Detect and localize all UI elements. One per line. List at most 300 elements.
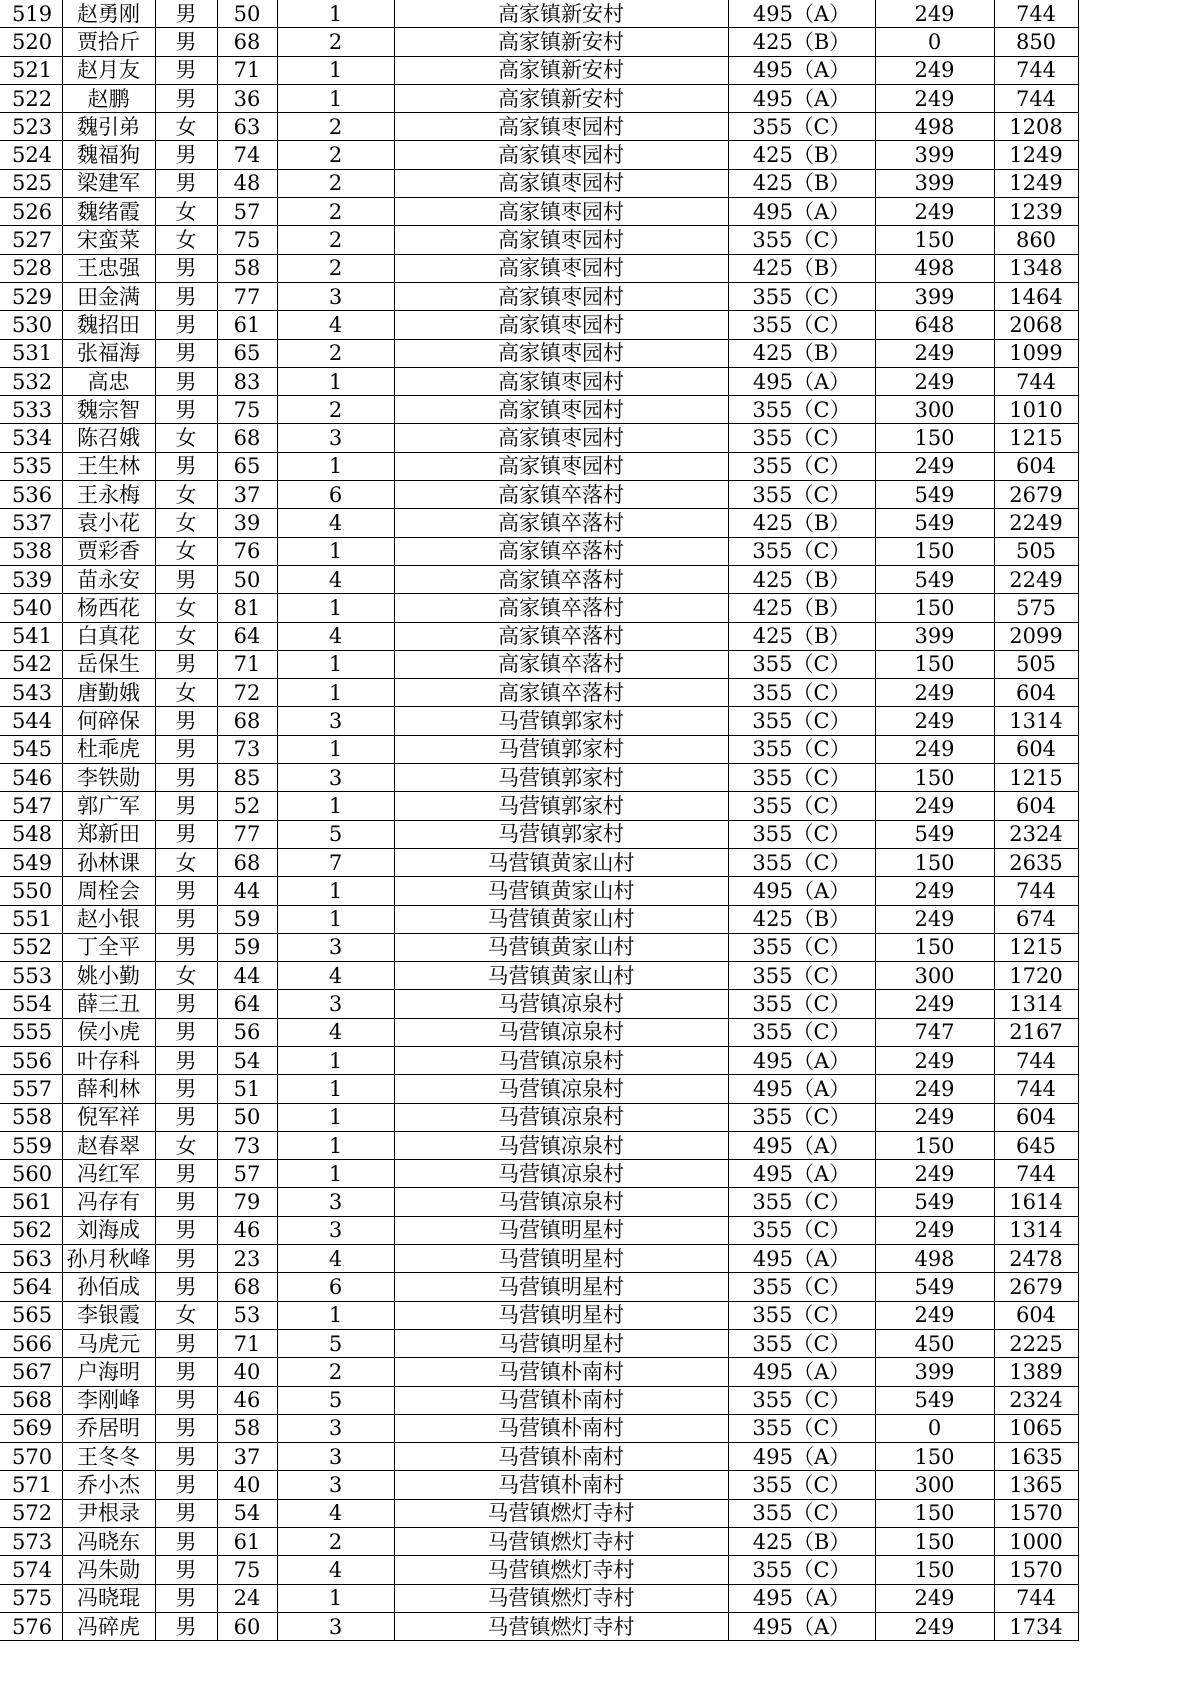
cell-household-size: 4 — [277, 311, 394, 339]
cell-subsidy-amount: 249 — [875, 1216, 994, 1244]
cell-total-amount: 1389 — [994, 1358, 1078, 1386]
cell-total-amount: 1099 — [994, 339, 1078, 367]
cell-village: 高家镇枣园村 — [394, 367, 728, 395]
cell-total-amount: 505 — [994, 537, 1078, 565]
cell-household-size: 4 — [277, 962, 394, 990]
cell-row-number: 563 — [0, 1245, 62, 1273]
cell-village: 高家镇枣园村 — [394, 141, 728, 169]
cell-subsidy-amount: 249 — [875, 1160, 994, 1188]
cell-standard-level: 425（B） — [728, 28, 875, 56]
cell-village: 高家镇枣园村 — [394, 339, 728, 367]
cell-subsidy-amount: 450 — [875, 1329, 994, 1357]
cell-standard-level: 495（A） — [728, 1612, 875, 1640]
cell-standard-level: 355（C） — [728, 537, 875, 565]
cell-standard-level: 495（A） — [728, 1131, 875, 1159]
cell-standard-level: 495（A） — [728, 1046, 875, 1074]
cell-village: 马营镇凉泉村 — [394, 1160, 728, 1188]
cell-subsidy-amount: 747 — [875, 1018, 994, 1046]
cell-row-number: 543 — [0, 679, 62, 707]
cell-age: 37 — [217, 481, 277, 509]
cell-age: 58 — [217, 254, 277, 282]
cell-name: 赵春翠 — [62, 1131, 155, 1159]
cell-name: 杜乖虎 — [62, 735, 155, 763]
cell-household-size: 1 — [277, 594, 394, 622]
cell-name: 袁小花 — [62, 509, 155, 537]
table-row — [0, 424, 1078, 452]
cell-row-number: 552 — [0, 933, 62, 961]
cell-subsidy-amount: 249 — [875, 84, 994, 112]
cell-standard-level: 355（C） — [728, 452, 875, 480]
cell-row-number: 526 — [0, 198, 62, 226]
cell-subsidy-amount: 150 — [875, 226, 994, 254]
table-row — [0, 622, 1078, 650]
table-row — [0, 396, 1078, 424]
cell-row-number: 541 — [0, 622, 62, 650]
cell-household-size: 1 — [277, 905, 394, 933]
cell-village: 马营镇燃灯寺村 — [394, 1556, 728, 1584]
table-row — [0, 990, 1078, 1018]
cell-row-number: 569 — [0, 1414, 62, 1442]
cell-subsidy-amount: 150 — [875, 424, 994, 452]
cell-age: 68 — [217, 424, 277, 452]
cell-household-size: 4 — [277, 622, 394, 650]
cell-total-amount: 1734 — [994, 1612, 1078, 1640]
cell-household-size: 1 — [277, 679, 394, 707]
cell-gender: 女 — [155, 1301, 217, 1329]
table-row — [0, 565, 1078, 593]
cell-total-amount: 505 — [994, 650, 1078, 678]
cell-name: 陈召娥 — [62, 424, 155, 452]
cell-village: 马营镇郭家村 — [394, 820, 728, 848]
cell-household-size: 2 — [277, 169, 394, 197]
cell-row-number: 559 — [0, 1131, 62, 1159]
cell-standard-level: 355（C） — [728, 1499, 875, 1527]
cell-total-amount: 604 — [994, 792, 1078, 820]
table-row — [0, 537, 1078, 565]
cell-subsidy-amount: 150 — [875, 1499, 994, 1527]
cell-village: 马营镇郭家村 — [394, 764, 728, 792]
cell-age: 40 — [217, 1471, 277, 1499]
cell-row-number: 565 — [0, 1301, 62, 1329]
cell-village: 高家镇新安村 — [394, 0, 728, 28]
cell-standard-level: 495（A） — [728, 56, 875, 84]
cell-village: 马营镇明星村 — [394, 1245, 728, 1273]
cell-age: 71 — [217, 650, 277, 678]
cell-age: 52 — [217, 792, 277, 820]
cell-subsidy-amount: 150 — [875, 764, 994, 792]
cell-age: 61 — [217, 311, 277, 339]
cell-standard-level: 355（C） — [728, 1556, 875, 1584]
table-row — [0, 650, 1078, 678]
cell-standard-level: 355（C） — [728, 481, 875, 509]
cell-village: 高家镇枣园村 — [394, 424, 728, 452]
cell-name: 孙佰成 — [62, 1273, 155, 1301]
cell-village: 高家镇枣园村 — [394, 113, 728, 141]
cell-standard-level: 425（B） — [728, 169, 875, 197]
cell-gender: 男 — [155, 452, 217, 480]
cell-subsidy-amount: 150 — [875, 1131, 994, 1159]
cell-subsidy-amount: 0 — [875, 28, 994, 56]
cell-name: 宋蛮菜 — [62, 226, 155, 254]
cell-age: 77 — [217, 282, 277, 310]
cell-total-amount: 744 — [994, 1046, 1078, 1074]
cell-gender: 男 — [155, 1245, 217, 1273]
cell-standard-level: 355（C） — [728, 650, 875, 678]
cell-village: 马营镇明星村 — [394, 1273, 728, 1301]
cell-name: 冯存有 — [62, 1188, 155, 1216]
cell-gender: 男 — [155, 1160, 217, 1188]
cell-standard-level: 355（C） — [728, 990, 875, 1018]
cell-subsidy-amount: 498 — [875, 1245, 994, 1273]
cell-total-amount: 1065 — [994, 1414, 1078, 1442]
cell-name: 赵鹏 — [62, 84, 155, 112]
cell-name: 高忠 — [62, 367, 155, 395]
cell-subsidy-amount: 249 — [875, 367, 994, 395]
cell-age: 83 — [217, 367, 277, 395]
cell-row-number: 536 — [0, 481, 62, 509]
cell-subsidy-amount: 300 — [875, 962, 994, 990]
table-row — [0, 141, 1078, 169]
cell-age: 81 — [217, 594, 277, 622]
cell-village: 马营镇黄家山村 — [394, 962, 728, 990]
table-row — [0, 1584, 1078, 1612]
cell-village: 马营镇凉泉村 — [394, 1103, 728, 1131]
cell-age: 65 — [217, 452, 277, 480]
cell-subsidy-amount: 150 — [875, 650, 994, 678]
cell-household-size: 1 — [277, 1301, 394, 1329]
cell-village: 高家镇卒落村 — [394, 622, 728, 650]
cell-gender: 男 — [155, 1075, 217, 1103]
cell-age: 44 — [217, 877, 277, 905]
cell-subsidy-amount: 249 — [875, 56, 994, 84]
cell-household-size: 1 — [277, 84, 394, 112]
cell-name: 李银霞 — [62, 1301, 155, 1329]
cell-gender: 女 — [155, 537, 217, 565]
cell-age: 64 — [217, 990, 277, 1018]
cell-total-amount: 1215 — [994, 933, 1078, 961]
cell-household-size: 6 — [277, 1273, 394, 1301]
cell-name: 唐勤娥 — [62, 679, 155, 707]
cell-standard-level: 355（C） — [728, 1018, 875, 1046]
cell-standard-level: 495（A） — [728, 1584, 875, 1612]
cell-village: 高家镇新安村 — [394, 84, 728, 112]
cell-row-number: 561 — [0, 1188, 62, 1216]
table-row — [0, 848, 1078, 876]
cell-subsidy-amount: 150 — [875, 594, 994, 622]
table-row — [0, 1160, 1078, 1188]
cell-name: 李刚峰 — [62, 1386, 155, 1414]
cell-standard-level: 355（C） — [728, 1273, 875, 1301]
cell-name: 周栓会 — [62, 877, 155, 905]
cell-age: 51 — [217, 1075, 277, 1103]
cell-village: 高家镇卒落村 — [394, 650, 728, 678]
cell-household-size: 3 — [277, 933, 394, 961]
cell-village: 高家镇卒落村 — [394, 481, 728, 509]
cell-household-size: 4 — [277, 509, 394, 537]
cell-standard-level: 355（C） — [728, 735, 875, 763]
cell-gender: 男 — [155, 1216, 217, 1244]
cell-name: 冯朱勋 — [62, 1556, 155, 1584]
cell-row-number: 524 — [0, 141, 62, 169]
cell-gender: 女 — [155, 679, 217, 707]
cell-total-amount: 744 — [994, 0, 1078, 28]
cell-village: 马营镇凉泉村 — [394, 1188, 728, 1216]
cell-name: 白真花 — [62, 622, 155, 650]
cell-name: 魏宗智 — [62, 396, 155, 424]
cell-village: 高家镇枣园村 — [394, 282, 728, 310]
table-row — [0, 792, 1078, 820]
cell-standard-level: 495（A） — [728, 0, 875, 28]
cell-village: 马营镇凉泉村 — [394, 1018, 728, 1046]
table-row — [0, 735, 1078, 763]
cell-subsidy-amount: 399 — [875, 622, 994, 650]
cell-village: 高家镇枣园村 — [394, 226, 728, 254]
cell-age: 23 — [217, 1245, 277, 1273]
table-row — [0, 679, 1078, 707]
table-row — [0, 1046, 1078, 1074]
cell-subsidy-amount: 150 — [875, 1443, 994, 1471]
cell-total-amount: 860 — [994, 226, 1078, 254]
table-row — [0, 1556, 1078, 1584]
cell-total-amount: 744 — [994, 367, 1078, 395]
cell-age: 65 — [217, 339, 277, 367]
cell-name: 田金满 — [62, 282, 155, 310]
cell-household-size: 1 — [277, 792, 394, 820]
cell-row-number: 570 — [0, 1443, 62, 1471]
cell-gender: 男 — [155, 1556, 217, 1584]
cell-gender: 男 — [155, 764, 217, 792]
cell-standard-level: 355（C） — [728, 1216, 875, 1244]
cell-name: 贾拾斤 — [62, 28, 155, 56]
cell-row-number: 574 — [0, 1556, 62, 1584]
cell-gender: 女 — [155, 622, 217, 650]
cell-village: 高家镇新安村 — [394, 56, 728, 84]
cell-total-amount: 850 — [994, 28, 1078, 56]
table-row — [0, 481, 1078, 509]
cell-village: 马营镇朴南村 — [394, 1443, 728, 1471]
cell-household-size: 2 — [277, 1358, 394, 1386]
table-row — [0, 282, 1078, 310]
table-row — [0, 1075, 1078, 1103]
cell-age: 46 — [217, 1386, 277, 1414]
cell-row-number: 528 — [0, 254, 62, 282]
cell-household-size: 1 — [277, 735, 394, 763]
cell-standard-level: 355（C） — [728, 848, 875, 876]
cell-gender: 男 — [155, 1329, 217, 1357]
cell-gender: 男 — [155, 0, 217, 28]
cell-total-amount: 2478 — [994, 1245, 1078, 1273]
cell-standard-level: 425（B） — [728, 141, 875, 169]
cell-age: 56 — [217, 1018, 277, 1046]
cell-row-number: 538 — [0, 537, 62, 565]
cell-subsidy-amount: 399 — [875, 1358, 994, 1386]
cell-gender: 男 — [155, 1188, 217, 1216]
cell-standard-level: 355（C） — [728, 820, 875, 848]
cell-row-number: 527 — [0, 226, 62, 254]
cell-household-size: 2 — [277, 254, 394, 282]
cell-name: 王冬冬 — [62, 1443, 155, 1471]
cell-household-size: 3 — [277, 424, 394, 452]
cell-age: 53 — [217, 1301, 277, 1329]
cell-name: 魏福狗 — [62, 141, 155, 169]
cell-subsidy-amount: 249 — [875, 198, 994, 226]
cell-age: 39 — [217, 509, 277, 537]
cell-gender: 男 — [155, 396, 217, 424]
cell-age: 54 — [217, 1046, 277, 1074]
table-row — [0, 1329, 1078, 1357]
cell-standard-level: 495（A） — [728, 198, 875, 226]
cell-gender: 男 — [155, 367, 217, 395]
cell-household-size: 3 — [277, 1414, 394, 1442]
cell-total-amount: 1010 — [994, 396, 1078, 424]
cell-household-size: 5 — [277, 1386, 394, 1414]
cell-standard-level: 355（C） — [728, 113, 875, 141]
cell-age: 36 — [217, 84, 277, 112]
cell-total-amount: 604 — [994, 679, 1078, 707]
cell-name: 马虎元 — [62, 1329, 155, 1357]
cell-row-number: 562 — [0, 1216, 62, 1244]
cell-row-number: 555 — [0, 1018, 62, 1046]
cell-total-amount: 2249 — [994, 509, 1078, 537]
cell-household-size: 5 — [277, 820, 394, 848]
cell-total-amount: 1215 — [994, 424, 1078, 452]
cell-age: 71 — [217, 56, 277, 84]
cell-household-size: 3 — [277, 282, 394, 310]
table-row — [0, 933, 1078, 961]
cell-subsidy-amount: 0 — [875, 1414, 994, 1442]
cell-total-amount: 744 — [994, 1584, 1078, 1612]
cell-age: 54 — [217, 1499, 277, 1527]
cell-row-number: 571 — [0, 1471, 62, 1499]
cell-gender: 男 — [155, 1386, 217, 1414]
table-row — [0, 1245, 1078, 1273]
cell-gender: 女 — [155, 424, 217, 452]
cell-total-amount: 1215 — [994, 764, 1078, 792]
cell-gender: 男 — [155, 169, 217, 197]
cell-standard-level: 355（C） — [728, 707, 875, 735]
cell-row-number: 568 — [0, 1386, 62, 1414]
cell-standard-level: 495（A） — [728, 84, 875, 112]
cell-subsidy-amount: 498 — [875, 254, 994, 282]
cell-standard-level: 355（C） — [728, 226, 875, 254]
cell-household-size: 5 — [277, 1329, 394, 1357]
table-row — [0, 1018, 1078, 1046]
cell-name: 魏招田 — [62, 311, 155, 339]
cell-subsidy-amount: 150 — [875, 933, 994, 961]
cell-village: 马营镇郭家村 — [394, 735, 728, 763]
cell-standard-level: 355（C） — [728, 311, 875, 339]
cell-household-size: 2 — [277, 141, 394, 169]
cell-standard-level: 355（C） — [728, 1103, 875, 1131]
cell-household-size: 4 — [277, 1018, 394, 1046]
cell-row-number: 529 — [0, 282, 62, 310]
cell-name: 冯晓东 — [62, 1528, 155, 1556]
cell-subsidy-amount: 249 — [875, 1301, 994, 1329]
cell-name: 姚小勤 — [62, 962, 155, 990]
cell-household-size: 1 — [277, 877, 394, 905]
cell-total-amount: 2324 — [994, 820, 1078, 848]
cell-standard-level: 425（B） — [728, 254, 875, 282]
cell-gender: 女 — [155, 848, 217, 876]
cell-row-number: 534 — [0, 424, 62, 452]
cell-age: 50 — [217, 565, 277, 593]
cell-total-amount: 1635 — [994, 1443, 1078, 1471]
cell-household-size: 2 — [277, 396, 394, 424]
cell-household-size: 4 — [277, 1499, 394, 1527]
cell-subsidy-amount: 399 — [875, 141, 994, 169]
table-row — [0, 113, 1078, 141]
cell-standard-level: 355（C） — [728, 1329, 875, 1357]
cell-village: 马营镇燃灯寺村 — [394, 1528, 728, 1556]
cell-village: 马营镇燃灯寺村 — [394, 1499, 728, 1527]
cell-village: 马营镇燃灯寺村 — [394, 1584, 728, 1612]
cell-subsidy-amount: 549 — [875, 565, 994, 593]
cell-age: 44 — [217, 962, 277, 990]
table-row — [0, 1528, 1078, 1556]
table-row — [0, 169, 1078, 197]
cell-gender: 男 — [155, 56, 217, 84]
cell-gender: 男 — [155, 1103, 217, 1131]
cell-gender: 男 — [155, 84, 217, 112]
cell-total-amount: 604 — [994, 452, 1078, 480]
cell-village: 马营镇凉泉村 — [394, 1075, 728, 1103]
cell-gender: 男 — [155, 311, 217, 339]
cell-row-number: 567 — [0, 1358, 62, 1386]
cell-gender: 女 — [155, 113, 217, 141]
table-row — [0, 28, 1078, 56]
cell-household-size: 3 — [277, 1471, 394, 1499]
cell-row-number: 564 — [0, 1273, 62, 1301]
cell-village: 高家镇卒落村 — [394, 565, 728, 593]
cell-village: 马营镇朴南村 — [394, 1358, 728, 1386]
cell-gender: 男 — [155, 933, 217, 961]
cell-name: 孙林课 — [62, 848, 155, 876]
cell-household-size: 1 — [277, 1160, 394, 1188]
cell-total-amount: 2225 — [994, 1329, 1078, 1357]
cell-total-amount: 1348 — [994, 254, 1078, 282]
cell-age: 59 — [217, 933, 277, 961]
cell-standard-level: 425（B） — [728, 565, 875, 593]
cell-gender: 女 — [155, 198, 217, 226]
cell-total-amount: 575 — [994, 594, 1078, 622]
cell-household-size: 1 — [277, 650, 394, 678]
cell-standard-level: 495（A） — [728, 1160, 875, 1188]
cell-subsidy-amount: 249 — [875, 339, 994, 367]
table-row — [0, 1301, 1078, 1329]
cell-row-number: 542 — [0, 650, 62, 678]
cell-household-size: 2 — [277, 113, 394, 141]
cell-row-number: 540 — [0, 594, 62, 622]
cell-row-number: 553 — [0, 962, 62, 990]
cell-household-size: 4 — [277, 565, 394, 593]
cell-name: 户海明 — [62, 1358, 155, 1386]
cell-household-size: 3 — [277, 764, 394, 792]
table-row — [0, 962, 1078, 990]
cell-village: 高家镇枣园村 — [394, 452, 728, 480]
cell-gender: 女 — [155, 594, 217, 622]
cell-total-amount: 604 — [994, 735, 1078, 763]
cell-subsidy-amount: 249 — [875, 877, 994, 905]
cell-standard-level: 495（A） — [728, 1358, 875, 1386]
cell-standard-level: 425（B） — [728, 622, 875, 650]
table-row — [0, 452, 1078, 480]
cell-subsidy-amount: 249 — [875, 679, 994, 707]
cell-village: 高家镇枣园村 — [394, 198, 728, 226]
table-row — [0, 1414, 1078, 1442]
cell-total-amount: 1570 — [994, 1556, 1078, 1584]
cell-total-amount: 604 — [994, 1103, 1078, 1131]
cell-village: 马营镇朴南村 — [394, 1414, 728, 1442]
